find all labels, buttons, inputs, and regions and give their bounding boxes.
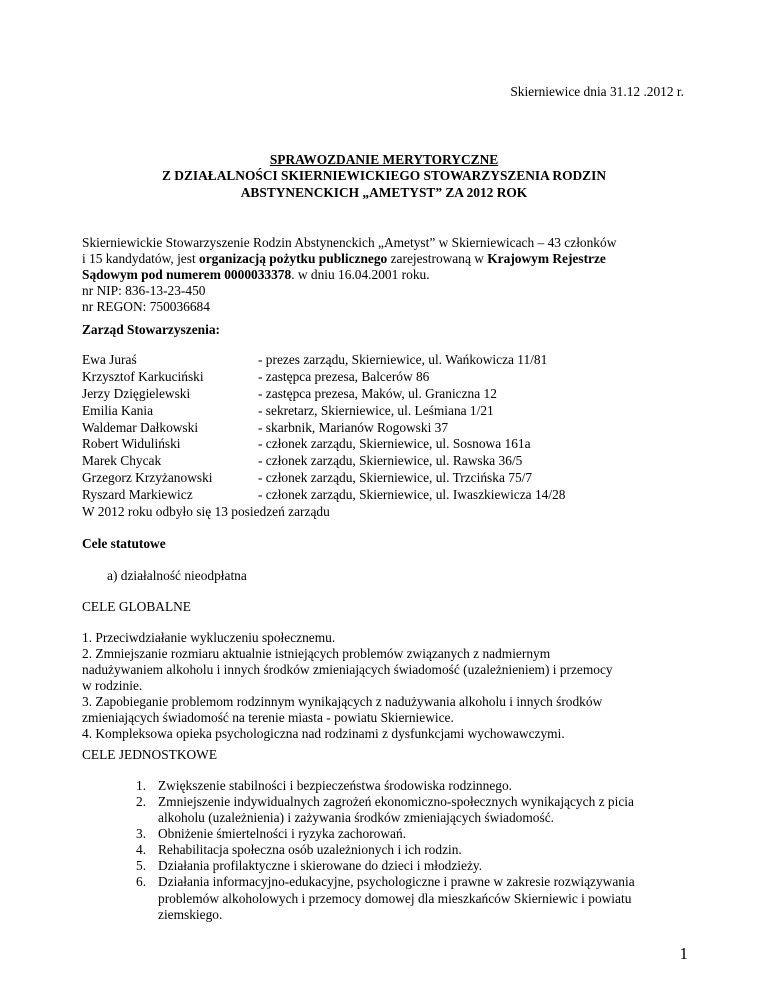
member-name: Jerzy Dzięgielewski bbox=[82, 385, 191, 401]
global-goal-line: 1. Przeciwdziałanie wykluczeniu społecznemu. bbox=[82, 630, 336, 645]
unit-goals-heading: CELE JEDNOSTKOWE bbox=[82, 747, 218, 762]
unit-goal-item bbox=[136, 842, 635, 858]
intro-text: . w dniu 16.04.2001 roku. bbox=[291, 267, 430, 283]
title-line-1: SPRAWOZDANIE MERYTORYCZNE bbox=[269, 152, 499, 167]
member-name: Robert Widuliński bbox=[82, 436, 181, 452]
global-goal-line: nadużywaniem alkoholu i innych środków zmieniających świadomość (uzależnieniem) i przemocy bbox=[82, 662, 613, 678]
unit-goal-item bbox=[136, 874, 635, 922]
intro-line-3 bbox=[82, 267, 616, 283]
member-role: - zastępca prezesa, Maków, ul. Graniczna 12 bbox=[258, 385, 497, 401]
member-role: - członek zarządu, Skierniewice, ul. Trzcińska 75/7 bbox=[258, 470, 533, 486]
board-member bbox=[82, 403, 702, 420]
intro-paragraph bbox=[82, 235, 616, 315]
unit-goal-item bbox=[136, 826, 635, 842]
intro-text: zarejestrowaną w bbox=[387, 251, 488, 267]
intro-text: i 15 kandydatów, jest bbox=[82, 251, 200, 267]
global-goals-heading: CELE GLOBALNE bbox=[82, 599, 191, 614]
unit-goal-text: problemów alkoholowych i przemocy domowej dla mieszkańców Skierniewic i powiatu bbox=[158, 890, 632, 906]
board-member bbox=[82, 487, 702, 504]
nip-line: nr NIP: 836-13-23-450 bbox=[82, 283, 206, 299]
global-goals-list bbox=[82, 630, 613, 743]
global-goal-line: 2. Zmniejszanie rozmiaru aktualnie istniejących problemów związanych z nadmiernym bbox=[82, 646, 551, 662]
title-line-3: ABSTYNENCKICH „AMETYST” ZA 2012 ROK bbox=[240, 184, 528, 200]
unit-goal-item bbox=[136, 858, 635, 874]
member-name: Ewa Juraś bbox=[82, 352, 137, 367]
unit-goal-number: 2. bbox=[136, 794, 147, 810]
unit-goal-text: Zwiększenie stabilności i bezpieczeństwa środowiska rodzinnego. bbox=[158, 778, 512, 793]
unit-goal-item bbox=[136, 778, 635, 794]
board-heading: Zarząd Stowarzyszenia: bbox=[82, 322, 220, 337]
board-member bbox=[82, 420, 702, 437]
board-member bbox=[82, 386, 702, 403]
unit-goal-number: 4. bbox=[136, 842, 147, 858]
unit-goal-number: 1. bbox=[136, 778, 147, 793]
unit-goal-text: ziemskiego. bbox=[158, 906, 223, 922]
member-name: Waldemar Dałkowski bbox=[82, 419, 199, 435]
member-name: Krzysztof Karkuciński bbox=[82, 368, 204, 384]
global-goal-line: 4. Kompleksowa opieka psychologiczna nad rodzinami z dysfunkcjami wychowawczymi. bbox=[82, 726, 565, 742]
global-goal-line: w rodzinie. bbox=[82, 678, 143, 694]
member-name: Emilia Kania bbox=[82, 402, 154, 418]
unit-goal-number: 6. bbox=[136, 874, 147, 890]
board-list bbox=[82, 352, 702, 504]
intro-bold-opp: organizacją pożytku publicznego bbox=[199, 251, 388, 267]
unit-goal-item bbox=[136, 794, 635, 826]
unit-goal-text: Rehabilitacja społeczna osób uzależnionych i ich rodzin. bbox=[158, 842, 462, 858]
unit-goal-number: 5. bbox=[136, 858, 147, 874]
statutory-item-a: a) działalność nieodpłatna bbox=[107, 568, 247, 583]
intro-bold-krs: Krajowym Rejestrze bbox=[487, 251, 606, 267]
intro-line-1: Skierniewickie Stowarzyszenie Rodzin Abstynenckich „Ametyst” w Skierniewicach – 43 członków bbox=[82, 235, 617, 250]
member-role: - prezes zarządu, Skierniewice, ul. Wańkowicza 11/81 bbox=[258, 352, 548, 367]
board-member bbox=[82, 453, 702, 470]
global-goal-line: zmieniających świadomość na terenie miasta - powiatu Skierniewice. bbox=[82, 710, 454, 726]
document-title bbox=[0, 152, 768, 201]
member-role: - skarbnik, Marianów Rogowski 37 bbox=[258, 419, 449, 435]
board-member bbox=[82, 436, 702, 453]
member-name: Grzegorz Krzyżanowski bbox=[82, 470, 213, 486]
intro-line-2 bbox=[82, 251, 616, 267]
page-number: 1 bbox=[679, 944, 688, 963]
regon-line: nr REGON: 750036684 bbox=[82, 299, 210, 315]
global-goal-line: 3. Zapobieganie problemom rodzinnym wynikających z nadużywania alkoholu i innych środków bbox=[82, 694, 603, 710]
unit-goal-text: Zmniejszenie indywidualnych zagrożeń ekonomiczno-społecznych wynikających z picia bbox=[158, 794, 634, 810]
board-member bbox=[82, 352, 702, 369]
member-role: - członek zarządu, Skierniewice, ul. Iwaszkiewicza 14/28 bbox=[258, 487, 566, 503]
intro-bold-number: Sądowym pod numerem 0000033378 bbox=[82, 267, 292, 283]
board-member bbox=[82, 470, 702, 487]
statutory-heading: Cele statutowe bbox=[82, 536, 166, 551]
member-role: - zastępca prezesa, Balcerów 86 bbox=[258, 368, 430, 384]
member-role: - członek zarządu, Skierniewice, ul. Sosnowa 161a bbox=[258, 436, 531, 452]
unit-goals-list bbox=[136, 778, 635, 923]
member-role: - sekretarz, Skierniewice, ul. Leśmiana 1/21 bbox=[258, 402, 494, 418]
title-line-2: Z DZIAŁALNOŚCI SKIERNIEWICKIEGO STOWARZYSZENIA RODZIN bbox=[162, 168, 606, 184]
unit-goal-text: Działania informacyjno-edukacyjne, psychologiczne i prawne w zakresie rozwiązywania bbox=[158, 874, 635, 890]
unit-goal-text: alkoholu (uzależnienia) i zażywania środków zmieniających świadomość. bbox=[158, 810, 554, 826]
unit-goal-number: 3. bbox=[136, 826, 147, 842]
meetings-line: W 2012 roku odbyło się 13 posiedzeń zarządu bbox=[82, 504, 330, 519]
member-name: Ryszard Markiewicz bbox=[82, 487, 193, 503]
member-name: Marek Chycak bbox=[82, 453, 162, 469]
board-member bbox=[82, 369, 702, 386]
unit-goal-text: Obniżenie śmiertelności i ryzyka zachorowań. bbox=[158, 826, 407, 842]
member-role: - członek zarządu, Skierniewice, ul. Rawska 36/5 bbox=[258, 453, 523, 469]
date-line: Skierniewice dnia 31.12 .2012 r. bbox=[510, 84, 684, 99]
unit-goal-text: Działania profilaktyczne i skierowane do dzieci i młodzieży. bbox=[158, 858, 483, 874]
